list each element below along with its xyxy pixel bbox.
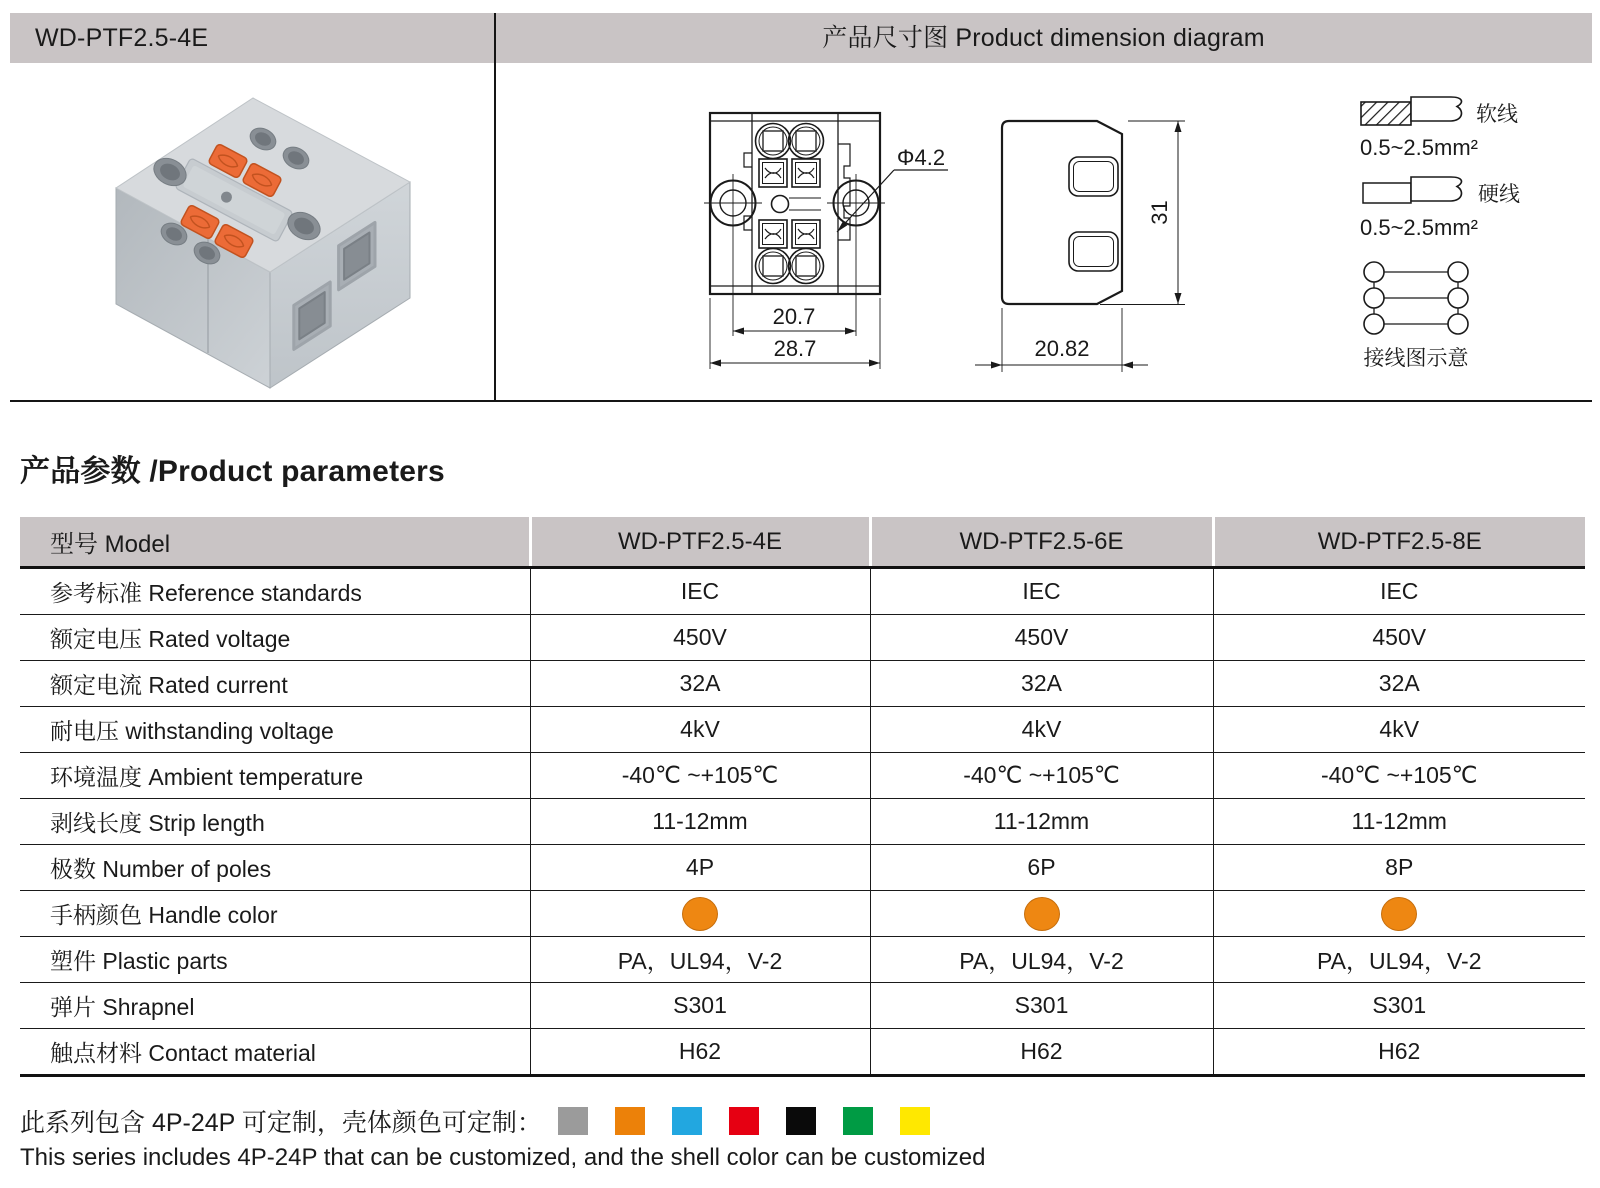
table-row <box>20 753 1585 799</box>
row-label: 参考标准 Reference standards <box>20 568 530 615</box>
cell: 4kV <box>1213 707 1585 753</box>
col-header-4e: WD-PTF2.5-4E <box>530 517 870 568</box>
hard-wire-icon <box>1363 177 1462 203</box>
cell: 4P <box>530 845 870 891</box>
table-row <box>20 568 1585 615</box>
cell: -40℃ ~+105℃ <box>1213 753 1585 799</box>
customization-note-cn <box>20 1104 930 1138</box>
row-label: 触点材料 Contact material <box>20 1029 530 1076</box>
row-label: 塑件 Plastic parts <box>20 937 530 983</box>
dim-20-82: 20.82 <box>1034 336 1090 361</box>
cell: S301 <box>530 983 870 1029</box>
table-row <box>20 983 1585 1029</box>
front-view-drawing <box>688 98 960 398</box>
shell-color-swatch-orange <box>615 1107 645 1135</box>
side-view-drawing <box>945 98 1195 398</box>
cell: 11-12mm <box>530 799 870 845</box>
handle-color-swatch <box>682 897 718 931</box>
table-row <box>20 1029 1585 1076</box>
table-row <box>20 615 1585 661</box>
row-label: 额定电压 Rated voltage <box>20 615 530 661</box>
cell: 450V <box>1213 615 1585 661</box>
soft-wire-label: 软线 <box>1476 103 1518 126</box>
vertical-divider <box>494 13 496 402</box>
cell: 11-12mm <box>870 799 1213 845</box>
row-label: 弹片 Shrapnel <box>20 983 530 1029</box>
shell-color-swatch-blue <box>672 1107 702 1135</box>
table-row <box>20 707 1585 753</box>
col-header-6e: WD-PTF2.5-6E <box>870 517 1213 568</box>
cell: 32A <box>530 661 870 707</box>
hard-wire-label: 硬线 <box>1478 183 1520 206</box>
cell: H62 <box>870 1029 1213 1076</box>
dimension-diagram-title: 产品尺寸图 Product dimension diagram <box>822 24 1265 52</box>
cell: IEC <box>1213 568 1585 615</box>
table-header-row <box>20 517 1585 568</box>
product-photo <box>58 76 488 406</box>
table-row <box>20 799 1585 845</box>
cell: IEC <box>530 568 870 615</box>
row-label: 耐电压 withstanding voltage <box>20 707 530 753</box>
cell: 6P <box>870 845 1213 891</box>
dim-hole-dia: Φ4.2 <box>896 145 946 170</box>
cell: IEC <box>870 568 1213 615</box>
hard-wire-range: 0.5~2.5mm² <box>1360 215 1478 240</box>
col-header-8e: WD-PTF2.5-8E <box>1213 517 1585 568</box>
terminal-block-render <box>116 98 410 388</box>
shell-color-swatch-red <box>729 1107 759 1135</box>
customization-note-cn-text: 此系列包含 4P-24P 可定制，壳体颜色可定制： <box>20 1109 542 1137</box>
shell-color-swatch-gray <box>558 1107 588 1135</box>
cell: 4kV <box>530 707 870 753</box>
parameters-table <box>20 517 1585 1077</box>
cell: PA，UL94，V-2 <box>870 937 1213 983</box>
cell: 8P <box>1213 845 1585 891</box>
cell: H62 <box>1213 1029 1585 1076</box>
row-label: 极数 Number of poles <box>20 845 530 891</box>
table-row-handle-color <box>20 891 1585 937</box>
cell: S301 <box>870 983 1213 1029</box>
cell: S301 <box>1213 983 1585 1029</box>
cell: 32A <box>1213 661 1585 707</box>
row-label: 手柄颜色 Handle color <box>20 891 530 937</box>
cell <box>870 891 1213 937</box>
row-label: 环境温度 Ambient temperature <box>20 753 530 799</box>
cell: 4kV <box>870 707 1213 753</box>
dim-28-7: 28.7 <box>773 336 817 361</box>
cell <box>530 891 870 937</box>
table-row <box>20 661 1585 707</box>
cell: 450V <box>870 615 1213 661</box>
soft-wire-range: 0.5~2.5mm² <box>1360 135 1478 160</box>
table-row <box>20 937 1585 983</box>
soft-wire-icon <box>1361 97 1462 125</box>
cell: -40℃ ~+105℃ <box>870 753 1213 799</box>
wiring-caption: 接线图示意 <box>1363 347 1469 370</box>
shell-color-swatch-yellow <box>900 1107 930 1135</box>
cell: 450V <box>530 615 870 661</box>
dim-20-7: 20.7 <box>772 304 816 329</box>
cell <box>1213 891 1585 937</box>
cell: H62 <box>530 1029 870 1076</box>
table-row <box>20 845 1585 891</box>
cell: 32A <box>870 661 1213 707</box>
customization-note-en: This series includes 4P-24P that can be customized, and the shell color can be customized <box>20 1144 986 1171</box>
wiring-schematic <box>1364 262 1468 334</box>
parameters-section-title: 产品参数 /Product parameters <box>20 455 445 488</box>
handle-color-swatch <box>1381 897 1417 931</box>
shell-color-swatch-black <box>786 1107 816 1135</box>
cell: -40℃ ~+105℃ <box>530 753 870 799</box>
dim-31: 31 <box>1147 200 1172 225</box>
cell: 11-12mm <box>1213 799 1585 845</box>
shell-color-swatch-green <box>843 1107 873 1135</box>
wire-legend <box>1318 92 1572 377</box>
col-header-model: 型号 Model <box>20 517 530 568</box>
handle-color-swatch <box>1024 897 1060 931</box>
row-label: 额定电流 Rated current <box>20 661 530 707</box>
row-label: 剥线长度 Strip length <box>20 799 530 845</box>
model-title: WD-PTF2.5-4E <box>35 24 209 52</box>
cell: PA，UL94，V-2 <box>1213 937 1585 983</box>
cell: PA，UL94，V-2 <box>530 937 870 983</box>
